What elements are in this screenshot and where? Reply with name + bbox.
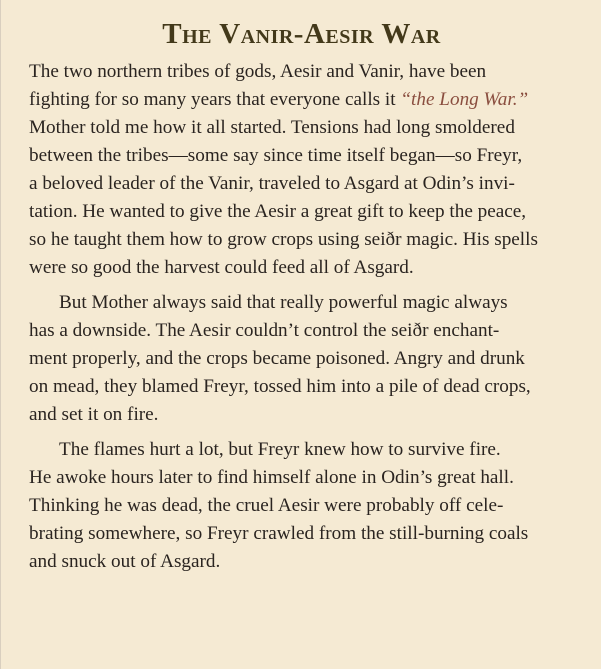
paragraph-1-line-8: were so good the harvest could feed all of Asgard. [29,257,414,278]
paragraph-3-line-5: and snuck out of Asgard. [29,551,221,572]
paragraph-1-line-4: between the tribes—some say since time itself began—so Freyr, [29,145,523,166]
paragraph-1-line-2 [29,86,528,114]
paragraph-1-line-5: a beloved leader of the Vanir, traveled to Asgard at Odin’s invi- [29,173,515,194]
line-text: fighting for so many years that everyone calls it [29,89,401,110]
paragraph-2-line-1: But Mother always said that really powerful magic always [59,292,508,313]
emphasized-phrase: “the Long War.” [400,89,529,110]
paragraph-3-line-1: The flames hurt a lot, but Freyr knew how to survive fire. [59,439,501,460]
paragraph-3-line-4: brating somewhere, so Freyr crawled from the still-burning coals [29,523,529,544]
paragraph-3-line-2: He awoke hours later to find himself alone in Odin’s great hall. [29,467,514,488]
paragraph-2-line-2: has a downside. The Aesir couldn’t control the seiðr enchant- [29,320,500,341]
page-title: The Vanir-Aesir War [162,18,441,50]
paragraph-2-line-5: and set it on fire. [29,404,159,425]
paragraph-1-line-3: Mother told me how it all started. Tensions had long smoldered [29,117,515,138]
paragraph-1-line-7: so he taught them how to grow crops using seiðr magic. His spells [29,229,538,250]
paragraph-2-line-4: on mead, they blamed Freyr, tossed him into a pile of dead crops, [29,376,531,397]
paragraph-1-line-1: The two northern tribes of gods, Aesir and Vanir, have been [29,61,487,82]
paragraph-3-line-3: Thinking he was dead, the cruel Aesir were probably off cele- [29,495,504,516]
paragraph-1-line-6: tation. He wanted to give the Aesir a great gift to keep the peace, [29,201,527,222]
paragraph-2-line-3: ment properly, and the crops became poisoned. Angry and drunk [29,348,525,369]
